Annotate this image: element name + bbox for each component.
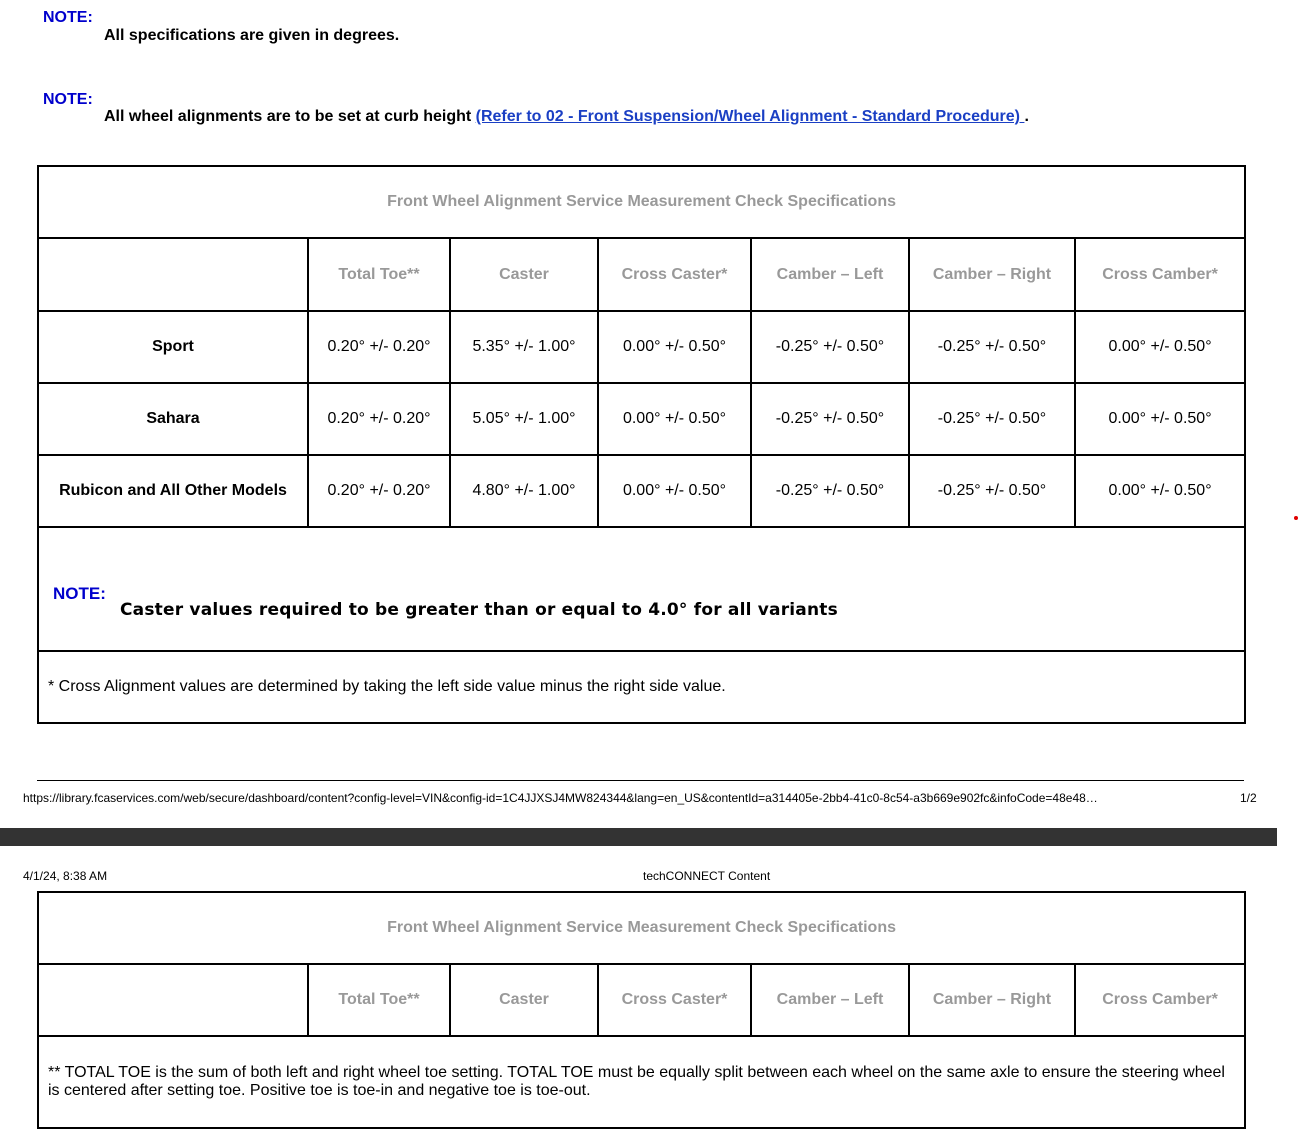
header-empty [38,964,308,1036]
header-row [38,964,1245,1036]
footer-url: https://library.fcaservices.com/web/secure/dashboard/content?config-level=VIN&config-id=1C4JJXSJ4MW824344&lang=en_US&contentId=a314405e-2bb4-41c0-8c54-a3b669e902fc&infoCode=48e48… [23,791,1098,805]
value-cell: 0.00° +/- 0.50° [598,383,751,455]
value-cell: 0.20° +/- 0.20° [308,383,450,455]
red-dot-mark [1294,516,1298,520]
value-cell: 0.00° +/- 0.50° [1075,455,1245,527]
header-total-toe: Total Toe** [308,964,450,1036]
value-cell: 5.35° +/- 1.00° [450,311,598,383]
standard-procedure-link[interactable]: (Refer to 02 - Front Suspension/Wheel Alignment - Standard Procedure) [475,108,1025,125]
caster-note-text: Caster values required to be greater than or equal to 4.0° for all variants [120,600,838,620]
model-cell: Sport [38,311,308,383]
header-cross-camber: Cross Camber* [1075,238,1245,311]
header-caster: Caster [450,238,598,311]
model-cell: Sahara [38,383,308,455]
value-cell: 5.05° +/- 1.00° [450,383,598,455]
note-text-1: All specifications are given in degrees. [104,27,400,44]
cross-alignment-note: * Cross Alignment values are determined by taking the left side value minus the right side value. [38,651,1245,723]
header-cross-caster: Cross Caster* [598,238,751,311]
note-text-2 [104,108,1029,126]
header-row [38,238,1245,311]
table-title: Front Wheel Alignment Service Measurement Check Specifications [38,166,1245,238]
value-cell: -0.25° +/- 0.50° [909,383,1075,455]
value-cell: 0.00° +/- 0.50° [598,311,751,383]
value-cell: -0.25° +/- 0.50° [751,383,909,455]
value-cell: 0.20° +/- 0.20° [308,455,450,527]
model-cell: Rubicon and All Other Models [38,455,308,527]
header-caster: Caster [450,964,598,1036]
header-camber-left: Camber – Left [751,964,909,1036]
page-separator [0,828,1277,846]
value-cell: -0.25° +/- 0.50° [751,311,909,383]
table-title: Front Wheel Alignment Service Measurement Check Specifications [38,892,1245,964]
note-label-2: NOTE: [43,91,93,108]
header-total-toe: Total Toe** [308,238,450,311]
value-cell: -0.25° +/- 0.50° [909,455,1075,527]
total-toe-note: ** TOTAL TOE is the sum of both left and right wheel toe setting. TOTAL TOE must be equally split between each wheel on the same axle to ensure the steering wheel is centered after setting toe. Positive toe is toe-in and negative toe is toe-out. [38,1036,1245,1128]
alignment-spec-table-2 [37,891,1246,1129]
table-row [38,311,1245,383]
value-cell: 0.00° +/- 0.50° [1075,383,1245,455]
header-cross-camber: Cross Camber* [1075,964,1245,1036]
caster-note-cell [38,527,1245,651]
value-cell: -0.25° +/- 0.50° [751,455,909,527]
note-label-1: NOTE: [43,9,93,26]
value-cell: 4.80° +/- 1.00° [450,455,598,527]
header-title: techCONNECT Content [643,869,771,883]
value-cell: 0.00° +/- 0.50° [1075,311,1245,383]
footer-page-number: 1/2 [1240,791,1257,805]
value-cell: 0.00° +/- 0.50° [598,455,751,527]
value-cell: -0.25° +/- 0.50° [909,311,1075,383]
note-text-2-body: All wheel alignments are to be set at curb height [104,108,476,125]
header-camber-right: Camber – Right [909,238,1075,311]
caster-note-label: NOTE: [53,584,106,603]
header-camber-right: Camber – Right [909,964,1075,1036]
table-row [38,383,1245,455]
footer-divider [37,780,1244,781]
header-empty [38,238,308,311]
value-cell: 0.20° +/- 0.20° [308,311,450,383]
header-camber-left: Camber – Left [751,238,909,311]
alignment-spec-table-1 [37,165,1246,724]
header-cross-caster: Cross Caster* [598,964,751,1036]
note-text-2-end: . [1024,108,1029,125]
table-row [38,455,1245,527]
header-datetime: 4/1/24, 8:38 AM [23,869,108,883]
